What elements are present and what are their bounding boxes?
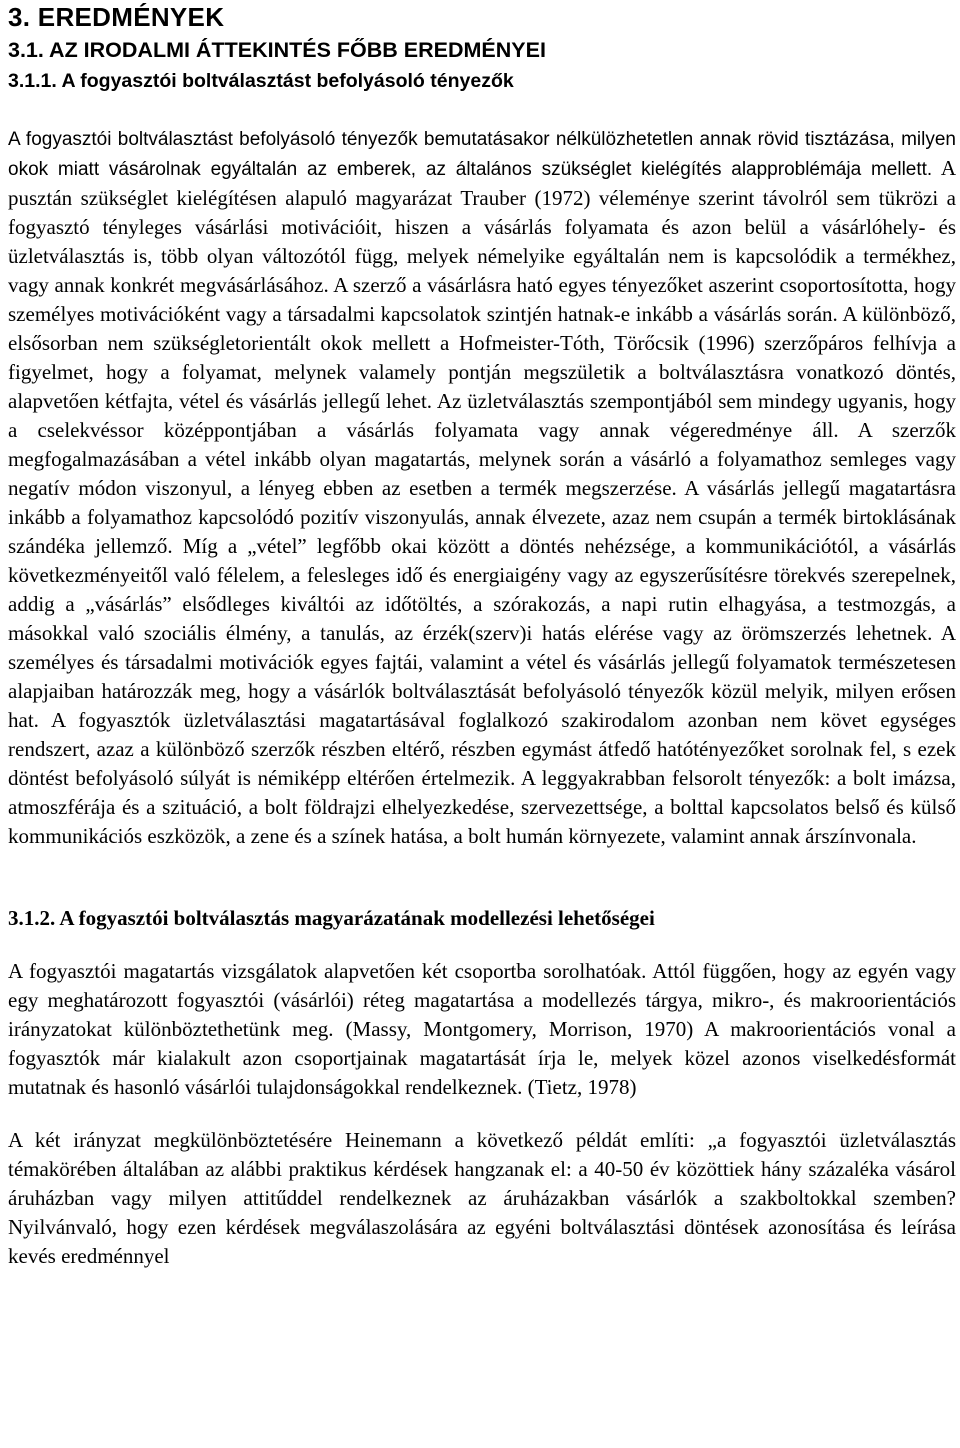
paragraph-1-body: A pusztán szükséglet kielégítésen alapuló magyarázat Trauber (1972) véleménye szerint távolról sem tükrözi a fogyasztó tényleges vásárlási motivációit, hiszen a vásárlás folyamata és azon belül a vásárlóhely- és üzletválasztás is, több olyan változótól függ, melyek némelyike egyáltalán nem is kapcsolódik a termékhez, vagy annak konkrét megvásárlásához. A szerző a vásárlásra ható egyes tényezőket aszerint csoportosította, hogy személyes motivációként vagy a társadalmi kapcsolatok szintjén hatnak-e inkább a vásárlás során. A különböző, elsősorban nem szükségletorientált okok mellett a Hofmeister-Tóth, Törőcsik (1996) szerzőpáros felhívja a figyelmet, hogy a folyamat, melynek valamely pontján megszületik a boltválasztásra vonatkozó döntés, alapvetően kétfajta, vétel és vásárlás jellegű lehet. Az üzletválasztás szempontjából sem mindegy ugyanis, hogy a cselekvéssor középpontjában a vásárlás folyamata vagy annak végeredménye áll. A szerzők megfogalmazásában a vétel inkább olyan magatartás, melynek során a vásárló a folyamathoz semleges vagy negatív módon viszonyul, a lényeg ebben az esetben a termék megszerzése. A vásárlás jellegű magatartásra inkább a folyamathoz kapcsolódó pozitív viszonyulás, annak élvezete, azaz nem csupán a termék birtoklásának szándéka jellemző. Míg a „vétel” legfőbb okai között a döntés nehézsége, a kommunikációtól, a vásárlás következményeitől való félelem, a felesleges idő és energiaigény vagy az egyszerűsítésre törekvés szerepelnek, addig a „vásárlás” elsődleges kiváltói az időtöltés, a szórakozás, a napi rutin elhagyása, a testmozgás, a másokkal való szociális élmény, a tanulás, az érzék(szerv)i hatás elérése vagy az örömszerzés lehetnek. A személyes és társadalmi motivációk egyes fajtái, valamint a vétel és vásárlás jellegű folyamatok természetesen alapjaiban határozzák meg, hogy a vásárlók boltválasztását befolyásoló tényezők közül melyik, milyen erősen hat. A fogyasztók üzletválasztási magatartásával foglalkozó szakirodalom azonban nem követ egységes rendszert, azaz a különböző szerzők részben eltérő, részben egymást átfedő hatótényezőket sorolnak fel, s ezek döntést befolyásoló súlyát is némiképp eltérően értelmezik. A leggyakrabban felsorolt tényezők: a bolt imázsa, atmoszférája és a szituáció, a bolt földrajzi elhelyezkedése, szervezettsége, a bolttal kapcsolatos belső és külső kommunikációs eszközök, a zene és a színek hatása, a bolt humán környezete, valamint annak árszínvonala.: [8, 156, 956, 848]
spacer: [8, 933, 956, 957]
paragraph-3: A két irányzat megkülönböztetésére Heinemann a következő példát említi: „a fogyasztói üzletválasztás témakörében általában az alábbi praktikus kérdések hangzanak el: a 40-50 év közöttiek hány százaléka vásárol áruházban vagy milyen attitűddel rendelkeznek az áruházakban vásárlók a szakboltokkal szemben? Nyilvánvaló, hogy ezen kérdések megválaszolására az egyéni boltválasztási döntések azonosítása és leírása kevés eredménnyel: [8, 1128, 956, 1268]
section-heading: 3.1. AZ IRODALMI ÁTTEKINTÉS FŐBB EREDMÉNYEI: [8, 38, 546, 62]
paragraph-1-lead: A fogyasztói boltválasztást befolyásoló tényezők bemutatásakor nélkülözhetetlen annak rövid tisztázása, milyen okok miatt vásárolnak egyáltalán az emberek, az általános szükséglet kielégítés alapproblémája mellett.: [8, 129, 956, 180]
spacer: [8, 96, 956, 124]
document-page: [8, 0, 956, 1271]
paragraph-1: [8, 124, 956, 851]
spacer: [8, 851, 956, 903]
subsection-heading-2: 3.1.2. A fogyasztói boltválasztás magyarázatának modellezési lehetőségei: [8, 906, 655, 930]
paragraph-2: A fogyasztói magatartás vizsgálatok alapvetően két csoportba sorolhatóak. Attól függően, hogy az egyén vagy egy meghatározott fogyasztói (vásárlói) réteg magatartása a modellezés tárgya, mikro-, és makroorientációs irányzatokat különböztethetünk meg. (Massy, Montgomery, Morrison, 1970) A makroorientációs vonal a fogyasztók már kialakult azon csoportjainak magatartását írja le, melyek közel azonos viselkedésformát mutatnak és hasonló vásárlói tulajdonságokkal rendelkeznek. (Tietz, 1978): [8, 959, 956, 1099]
spacer: [8, 1102, 956, 1126]
chapter-heading: 3. EREDMÉNYEK: [8, 2, 225, 32]
subsection-heading-1: 3.1.1. A fogyasztói boltválasztást befolyásoló tényezők: [8, 70, 514, 92]
